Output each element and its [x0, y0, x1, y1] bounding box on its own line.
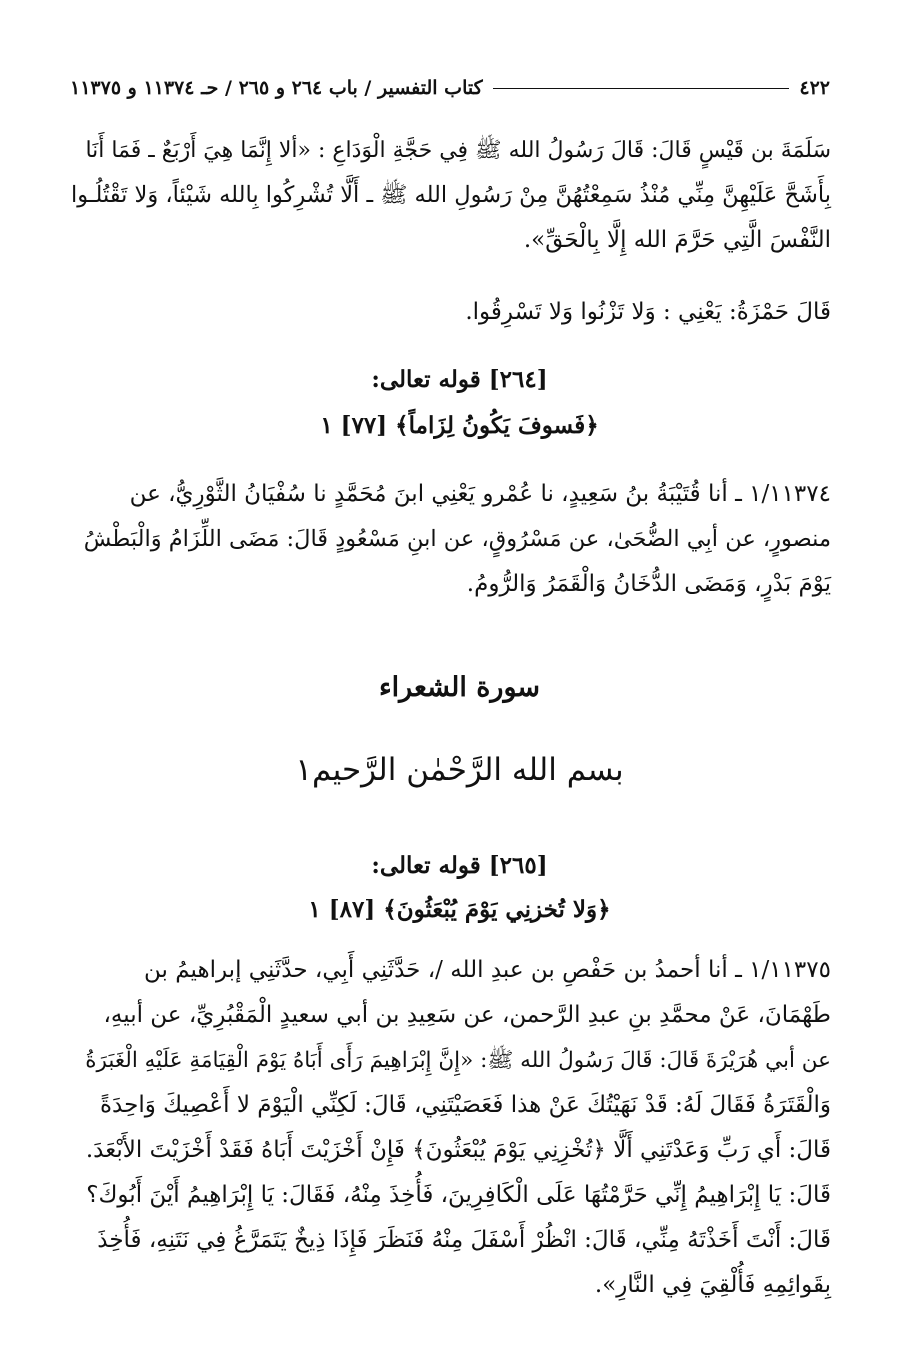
text-line: ١/١١٣٧٤ ـ أنا قُتَيْبَةُ بنُ سَعِيدٍ، نا عُمْرو يَعْنِي ابنَ مُحَمَّدٍ نا سُفْيَانُ الثَّوْرِيُّ، عن — [129, 481, 831, 507]
section-ayah-265: ﴿وَلا تُخزنِي يَوْمَ يُبْعَثُونَ﴾ [٨٧] ١ — [308, 896, 611, 923]
page-number: ٤٢٢ — [799, 77, 830, 99]
text-line: منصورٍ، عن أبِي الضُّحَىٰ، عن مَسْرُوقٍ، عن ابنِ مَسْعُودٍ قَالَ: مَضَى اللِّزَامُ وَالْبَطْشُ — [83, 526, 831, 552]
hamza-comment-paragraph — [71, 290, 831, 335]
text-line: طَهْمَانَ، عَنْ محمَّدِ بنِ عبدِ الرَّحمن، عن سَعِيدِ بن أبي سعيدٍ الْمَقْبُرِيِّ، عن أبيهِ، — [103, 1002, 831, 1028]
text-line: عن أبي هُرَيْرَةَ قَالَ: قَالَ رَسُولُ الله ﷺ: «إِنَّ إِبْرَاهِيمَ رَأَى أَبَاهُ يَوْمَ الْقِيَامَةِ عَلَيْهِ الْغَبَرَةُ — [85, 1048, 831, 1073]
text-line: قَالَ: يَا إِبْرَاهِيمُ إِنِّي حَرَّمْتُهَا عَلَى الْكَافِرِينَ، فَأُخِذَ مِنْهُ، فَقَالَ: يَا إِبْرَاهِيمُ أَيْنَ أَبُوكَ؟ — [86, 1182, 831, 1208]
section-ayah-264: ﴿فَسوفَ يَكُونُ لِزَاماً﴾ [٧٧] ١ — [320, 412, 599, 439]
surah-title: سورة الشعراء — [378, 672, 541, 703]
text-line: ١/١١٣٧٥ ـ أنا أحمدُ بن حَفْصِ بن عبدِ الله /، حَدَّثَنِي أَبِي، حدَّثَنِي إبراهيمُ بن — [144, 957, 831, 983]
text-line: وَالْقَتَرَةُ فَقَالَ لَهُ: قَدْ نَهَيْتُكَ عَنْ هذا فَعَصَيْتَنِي، قَالَ: لَكِنِّي الْيَوْمَ لا أَعْصِيكَ وَاحِدَةً — [100, 1092, 831, 1118]
text-line: بِقَوائِمِهِ فَأُلْقِيَ فِي النَّارِ». — [594, 1272, 831, 1298]
hadith-continuation-paragraph — [71, 128, 831, 263]
hadith-11374-paragraph — [71, 472, 831, 607]
basmala: بسم الله الرَّحْمٰن الرَّحيم١ — [295, 752, 624, 788]
page-header — [70, 72, 830, 104]
header-rule — [493, 88, 790, 89]
text-line: قَالَ: أَنْتَ أَخَذْتَهُ مِنِّي، قَالَ: انْظُرْ أَسْفَلَ مِنْهُ فَنَظَرَ فَإِذَا ذِيخٌ يَتَمَرَّغُ فِي نَتَنِهِ، فَأُخِذَ — [97, 1227, 831, 1253]
section-heading-264: [٢٦٤] قوله تعالى: — [371, 366, 548, 393]
text-line: يَوْمَ بَدْرٍ، وَمَضَى الدُّخَانُ وَالْقَمَرُ وَالرُّومُ. — [466, 571, 831, 597]
running-title: كتاب التفسير / باب ٢٦٤ و ٢٦٥ / حـ ١١٣٧٤ و ١١٣٧٥ — [70, 77, 483, 99]
text-line: النَّفْسَ الَّتِي حَرَّمَ الله إِلَّا بِالْحَقِّ». — [523, 227, 831, 253]
text-line: قَالَ حَمْزَةُ: يَعْنِي : وَلا تَزْنُوا وَلا تَسْرِقُوا. — [465, 299, 831, 325]
text-line: قَالَ: أَي رَبِّ وَعَدْتَنِي أَلَّا ﴿تُخْزِنِي يَوْمَ يُبْعَثُونَ﴾ فَإِنْ أَخْزَيْتَ أَبَاهُ فَقَدْ أَخْزَيْتَ الأَبْعَدَ. — [85, 1137, 831, 1163]
text-line: سَلَمَةَ بن قَيْسٍ قَالَ: قَالَ رَسُولُ الله ﷺ فِي حَجَّةِ الْوَدَاعِ : «ألا إِنَّمَا هِيَ أَرْبَعٌ ـ فَمَا أَنَا — [85, 138, 831, 163]
hadith-11375-paragraph — [71, 948, 831, 1308]
section-heading-265: [٢٦٥] قوله تعالى: — [371, 852, 548, 879]
text-line: بِأَشَحَّ عَلَيْهِنَّ مِنِّي مُنْذُ سَمِعْتُهُنَّ مِنْ رَسُولِ الله ﷺ ـ أَلَّا تُشْرِكُوا بِالله شَيْئاً، وَلا تَقْتُلُـوا — [71, 182, 831, 208]
